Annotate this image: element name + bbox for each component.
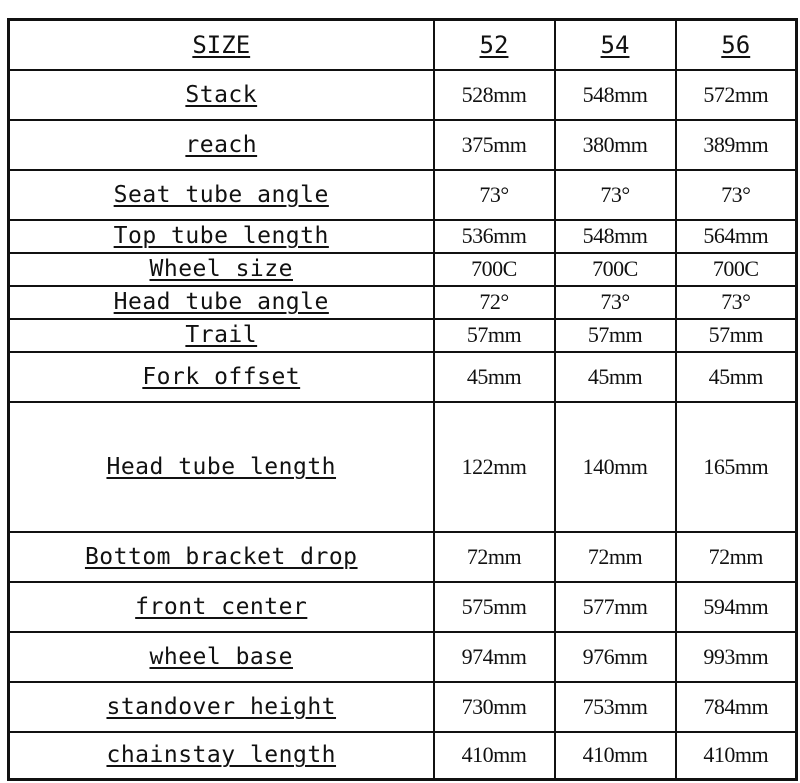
table-row [9, 319, 797, 352]
table-row [9, 286, 797, 319]
row-label: Seat tube angle [9, 170, 434, 220]
value-cell: 57mm [555, 319, 676, 352]
row-label: front center [9, 582, 434, 632]
value-cell: 72° [434, 286, 555, 319]
value-cell: 380mm [555, 120, 676, 170]
table-row [9, 732, 797, 780]
value-cell: 122mm [434, 402, 555, 532]
value-cell: 784mm [676, 682, 797, 732]
table-row [9, 120, 797, 170]
value-cell: 700C [676, 253, 797, 286]
table-row [9, 170, 797, 220]
row-label: Head tube angle [9, 286, 434, 319]
size-52-header: 52 [434, 20, 555, 70]
row-label: Fork offset [9, 352, 434, 402]
row-label: wheel base [9, 632, 434, 682]
value-cell: 140mm [555, 402, 676, 532]
value-cell: 548mm [555, 220, 676, 253]
value-cell: 165mm [676, 402, 797, 532]
value-cell: 57mm [676, 319, 797, 352]
row-label: Wheel size [9, 253, 434, 286]
row-label: Bottom bracket drop [9, 532, 434, 582]
value-cell: 700C [555, 253, 676, 286]
value-cell: 57mm [434, 319, 555, 352]
value-cell: 389mm [676, 120, 797, 170]
table-row [9, 402, 797, 532]
value-cell: 73° [434, 170, 555, 220]
table-row [9, 70, 797, 120]
value-cell: 564mm [676, 220, 797, 253]
geometry-table [7, 18, 798, 781]
table-row [9, 532, 797, 582]
value-cell: 575mm [434, 582, 555, 632]
value-cell: 73° [676, 286, 797, 319]
size-header: SIZE [9, 20, 434, 70]
row-label: Stack [9, 70, 434, 120]
table-header-row [9, 20, 797, 70]
value-cell: 72mm [434, 532, 555, 582]
value-cell: 528mm [434, 70, 555, 120]
row-label: Head tube length [9, 402, 434, 532]
value-cell: 548mm [555, 70, 676, 120]
row-label: Top tube length [9, 220, 434, 253]
value-cell: 72mm [555, 532, 676, 582]
value-cell: 700C [434, 253, 555, 286]
value-cell: 536mm [434, 220, 555, 253]
row-label: chainstay length [9, 732, 434, 780]
value-cell: 976mm [555, 632, 676, 682]
value-cell: 410mm [676, 732, 797, 780]
value-cell: 572mm [676, 70, 797, 120]
value-cell: 974mm [434, 632, 555, 682]
value-cell: 72mm [676, 532, 797, 582]
value-cell: 753mm [555, 682, 676, 732]
value-cell: 594mm [676, 582, 797, 632]
value-cell: 410mm [434, 732, 555, 780]
table-row [9, 253, 797, 286]
value-cell: 45mm [555, 352, 676, 402]
table-row [9, 352, 797, 402]
table-row [9, 682, 797, 732]
value-cell: 993mm [676, 632, 797, 682]
value-cell: 73° [555, 170, 676, 220]
value-cell: 73° [555, 286, 676, 319]
value-cell: 73° [676, 170, 797, 220]
row-label: standover height [9, 682, 434, 732]
row-label: Trail [9, 319, 434, 352]
table-row [9, 220, 797, 253]
value-cell: 410mm [555, 732, 676, 780]
value-cell: 375mm [434, 120, 555, 170]
value-cell: 730mm [434, 682, 555, 732]
value-cell: 45mm [676, 352, 797, 402]
row-label: reach [9, 120, 434, 170]
table-row [9, 632, 797, 682]
size-56-header: 56 [676, 20, 797, 70]
table-row [9, 582, 797, 632]
size-54-header: 54 [555, 20, 676, 70]
value-cell: 577mm [555, 582, 676, 632]
value-cell: 45mm [434, 352, 555, 402]
